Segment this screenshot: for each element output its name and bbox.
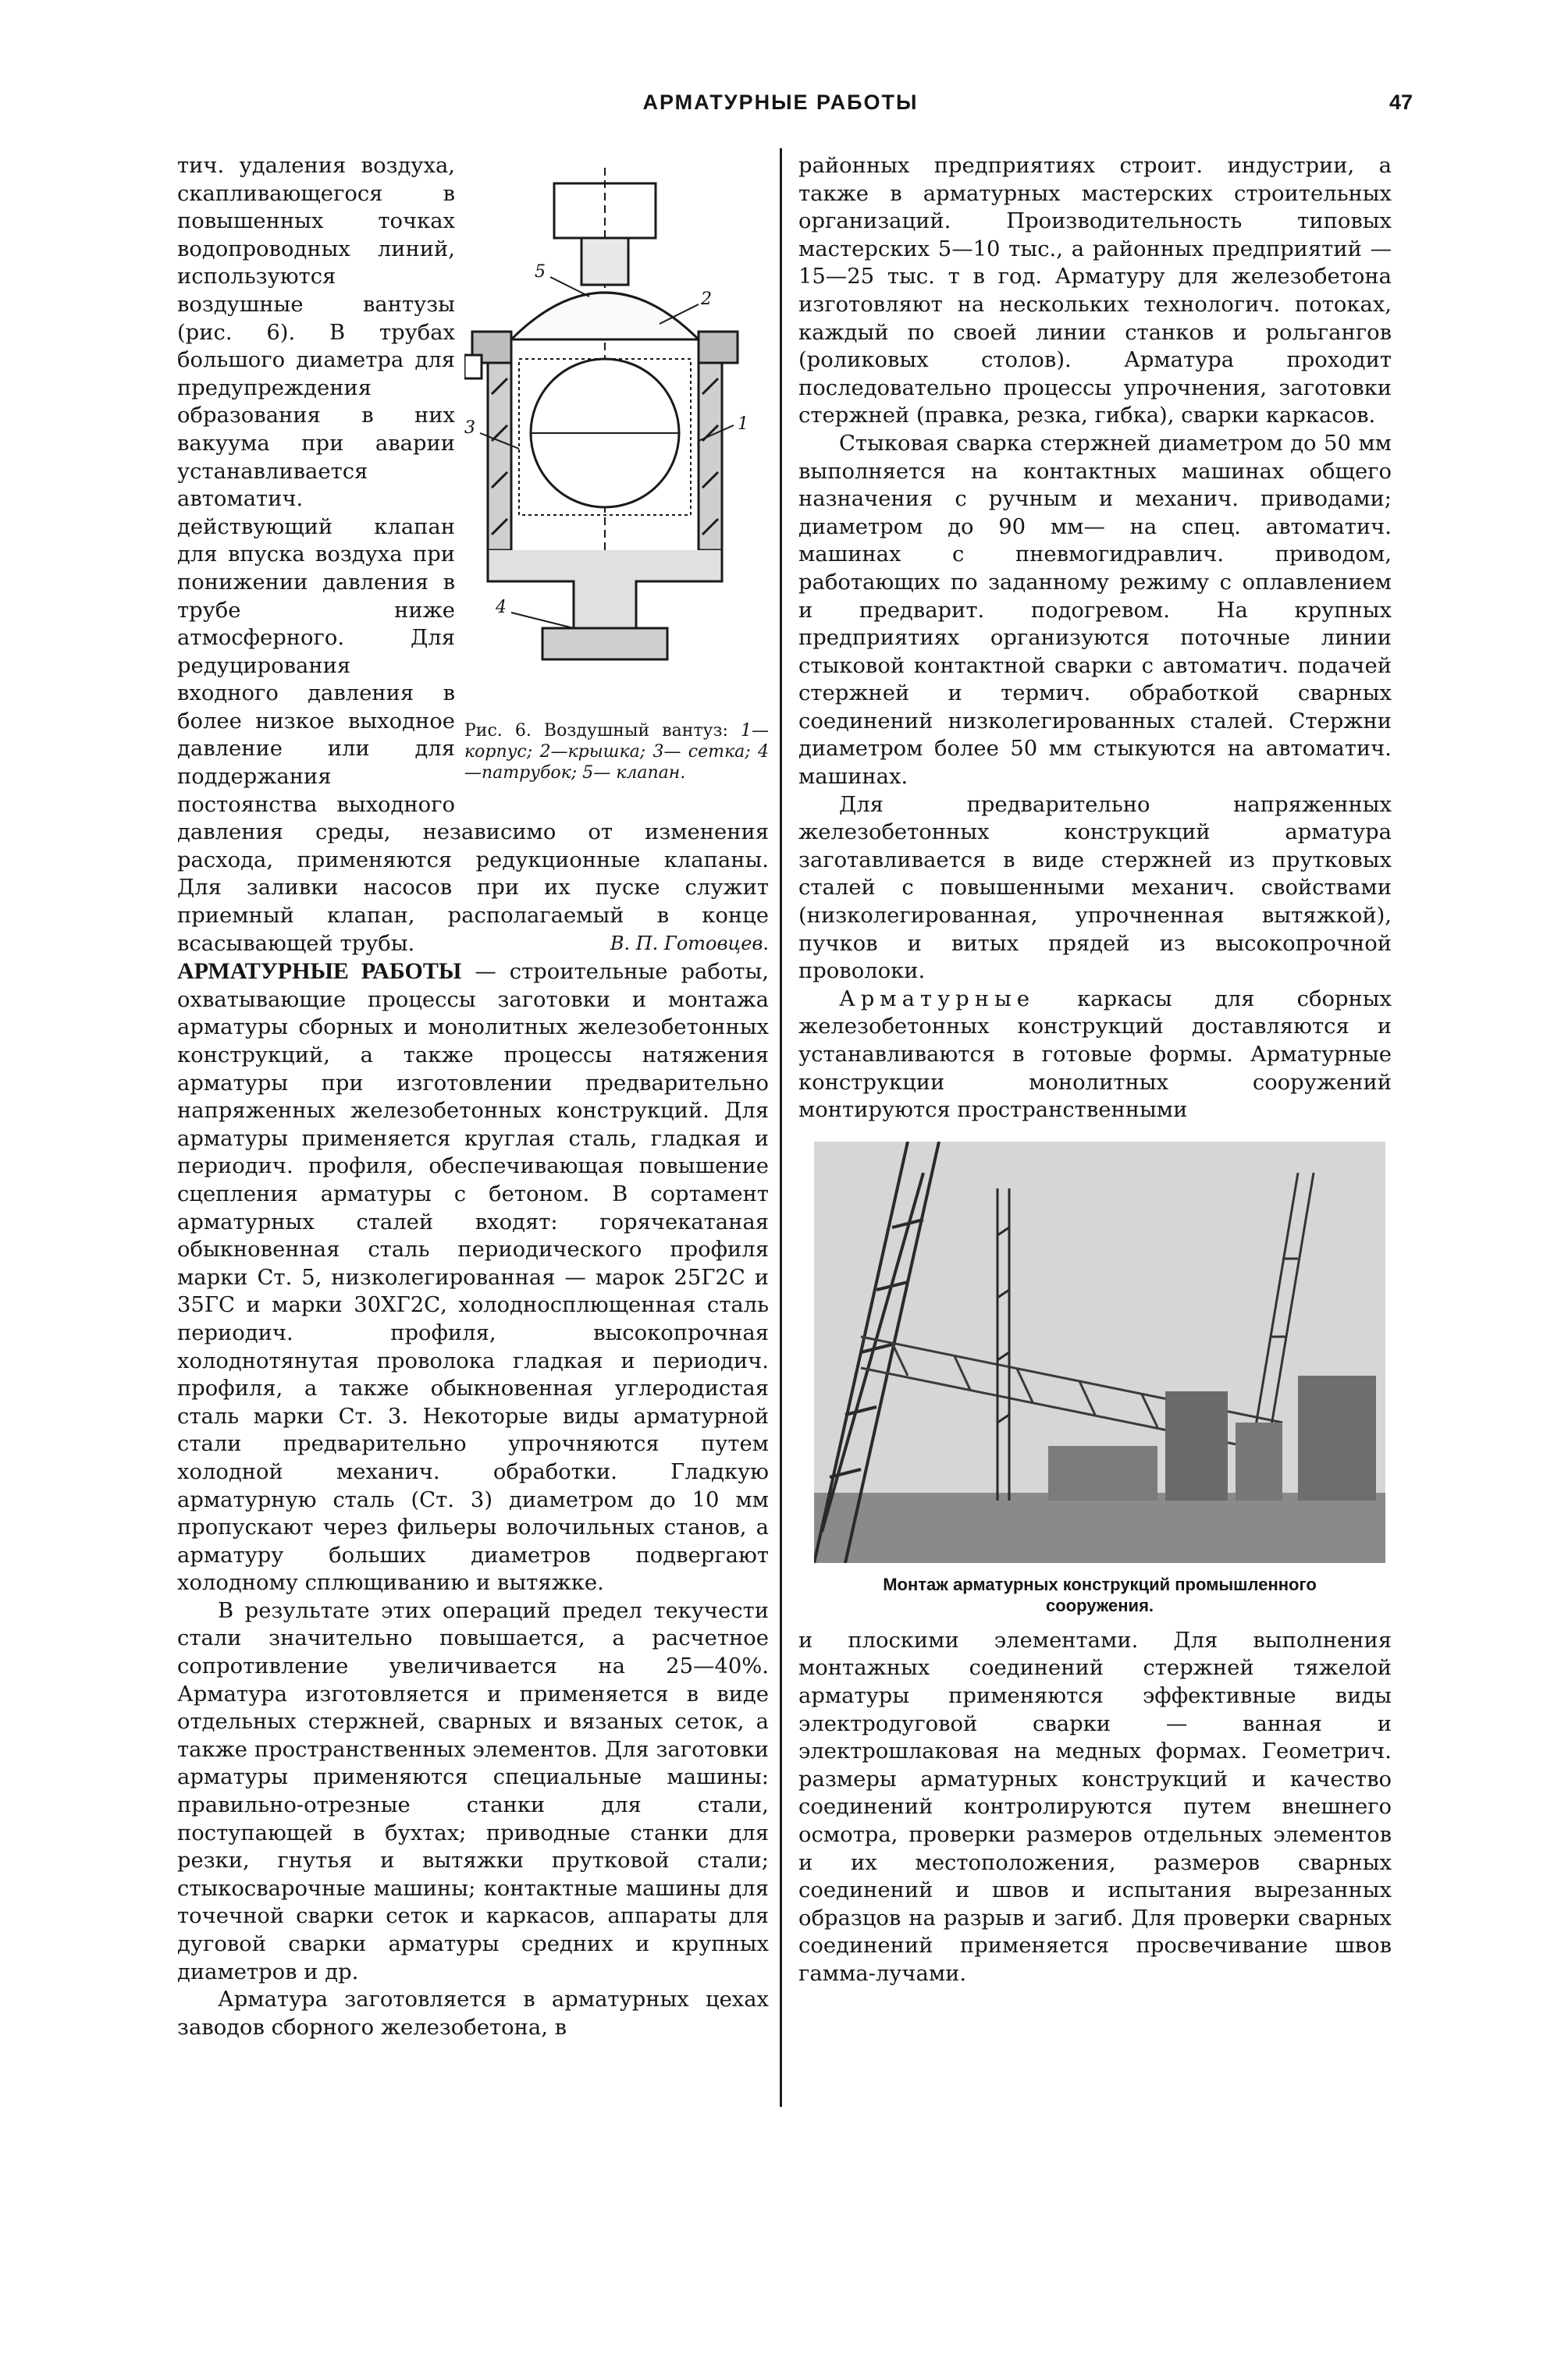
caption-items: 1—корпус; 2—крышка; 3— сетка; 4—патрубок; 5— клапан.	[464, 721, 769, 783]
running-title: АРМАТУРНЫЕ РАБОТЫ	[642, 91, 919, 114]
entry-term: АРМАТУРНЫЕ РАБОТЫ	[177, 958, 462, 985]
figure-caption	[464, 720, 769, 783]
caption-title: Рис. 6. Воздушный вантуз:	[464, 721, 728, 741]
author-signature: В. П. Готовцев.	[610, 932, 769, 954]
page-header	[0, 91, 1561, 130]
column-divider	[780, 148, 782, 2107]
paragraph: районных предприятиях строит. индустрии, а также в арматурных мастерских строительных организаций. Производительность типовых мастерских 5—10 тыс., а районных предприятий — 15—25 тыс. т в год. Арматуру для железобетона изготовляют на нескольких технологич. потоках, каждый по своей линии станков и рольгангов (роликовых столов). Арматура проходит последовательно процессы упрочнения, заготовки стержней (правка, резка, гибка), сварки каркасов.	[798, 154, 1392, 428]
paragraph: В результате этих операций предел текучести стали значительно повышается, а расчетное сопротивление увеличивается на 25—40%. Арматура изготовляется и применяется в виде отдельных стержней, сварных и вязаных сеток, а также пространственных элементов. Для заготовки арматуры применяются специальные машины: правильно-отрезные станки для стали, поступающей в бухтах; приводные станки для резки, гнутья и вытяжки прутковой стали; стыкосварочные машины; контактные машины для точечной сварки сеток и каркасов, аппараты для дуговой сварки арматуры средних и крупных диаметров и др.	[177, 1598, 769, 1984]
paragraph: и плоскими элементами. Для выполнения монтажных соединений стержней тяжелой арматуры применяются эффективные виды электродуговой сварки — ванная и электрошлаковая на медных формах. Геометрич. размеры арматурных конструкций и качество соединений контролируются путем внешнего осмотра, проверки размеров отдельных элементов и их местоположения, размеров сварных соединений и швов и испытания вырезанных образцов на разрыв и загиб. Для проверки сварных соединений применяется просвечивание швов гамма-лучами.	[798, 1628, 1392, 1986]
paragraph: Стыковая сварка стержней диаметром до 50 мм выполняется на контактных машинах общего назначения с ручным и механич. приводами; диаметром до 90 мм— на спец. автоматич. машинах с пневмогидравлич. приводом, работающих по заданному режиму с оплавлением и предварит. подогревом. На крупных предприятиях организуются поточные линии стыковой контактной сварки с автоматич. подачей стержней и термич. обработкой сварных соединений низколегированных сталей. Стержни диаметром более 50 мм стыкуются на автоматич. машинах.	[798, 431, 1392, 790]
label-5: 5	[535, 262, 546, 282]
label-2: 2	[701, 290, 712, 309]
paragraph-text: каркасы для сборных железобетонных конструкций доставляются и устанавливаются в готовые формы. Арматурные конструкции монолитных сооружений монтируются пространственными	[798, 986, 1392, 1123]
figure-air-valve	[464, 152, 769, 808]
crane-scene-graphic	[814, 1142, 1385, 1563]
paragraph	[798, 986, 1392, 1124]
photo-figure	[814, 1142, 1385, 1616]
page-number: 47	[1389, 91, 1413, 114]
construction-photo	[814, 1142, 1385, 1563]
label-4: 4	[496, 598, 507, 617]
photo-caption: Монтаж арматурных конструкций промышленного сооружения.	[883, 1574, 1317, 1615]
spaced-term: Арматурные	[839, 986, 1035, 1011]
entry-text: — строительные работы, охватывающие процессы заготовки и монтажа арматуры сборных и монолитных железобетонных конструкций, а также процессы натяжения арматуры при изготовлении предварительно напряженных железобетонных конструкций. Для арматуры применяется круглая сталь, гладкая и периодич. профиля, обеспечивающая повышение сцепления арматуры с бетоном. В сортамент арматурных сталей входят: горячекатаная обыкновенная сталь периодического профиля марки Ст. 5, низколегированная — марок 25Г2С и 35ГС и марки 30ХГ2С, холодносплющенная сталь периодич. профиля, высокопрочная холоднотянутая проволока гладкая и периодич. профиля, а также обыкновенная углеродистая сталь марки Ст. 3. Некоторые виды арматурной стали предварительно упрочняются путем холодной механич. обработки. Гладкую арматурную сталь (Ст. 3) диаметром до 10 мм пропускают через фильеры волочильных станов, а арматуру больших диаметров подвергают холодному сплющиванию и вытяжке.	[177, 960, 769, 1596]
intro-text: тич. удаления воздуха, скапливающегося в повышенных точках водопроводных линий, используются воздушные вантузы (рис. 6). В трубах большого диаметра для предупреждения образования в них вакуума при аварии устанавливается автоматич. действующий клапан для впуска воздуха при понижении давления в трубе ниже атмосферного. Для редуцирования входного давления в более низкое выходное давление или для поддержания постоянства выходного давления среды, независимо от изменения расхода, применяются редукционные клапаны. Для заливки насосов при их пуске служит приемный клапан, располагаемый в конце всасывающей трубы.	[177, 154, 769, 956]
label-3: 3	[464, 418, 475, 438]
paragraph: Для предварительно напряженных железобетонных конструкций арматура заготавливается в виде стержней из прутковых сталей с повышенными механич. свойствами (низколегированная, упрочненная вытяжкой), пучков и витых прядей из высокопрочной проволоки.	[798, 792, 1392, 984]
label-1: 1	[738, 414, 748, 434]
entry-paragraph	[177, 957, 769, 1597]
left-column	[177, 152, 769, 2041]
air-valve-diagram	[464, 160, 769, 722]
paragraph: Арматура заготовляется в арматурных цехах заводов сборного железобетона, в	[177, 1987, 769, 2040]
right-column	[798, 152, 1392, 1988]
